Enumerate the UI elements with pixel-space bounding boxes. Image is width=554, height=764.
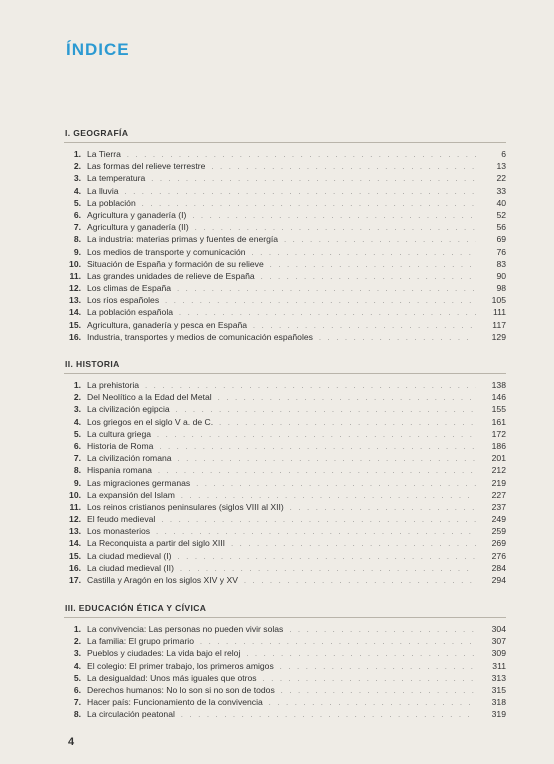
dot-leader [270, 260, 476, 272]
entry-page: 304 [491, 624, 506, 634]
dot-leader [192, 211, 476, 223]
entry-page: 155 [491, 404, 506, 415]
entry-number: 9. [73, 246, 81, 257]
entry-number: 9. [73, 477, 81, 488]
entry-page: 318 [491, 697, 506, 708]
dot-leader [176, 405, 476, 417]
dot-leader [178, 552, 476, 564]
entry-list [64, 623, 506, 721]
dot-leader [159, 442, 476, 454]
page-title: ÍNDICE [66, 40, 130, 59]
entry-title: La circulación peatonal [87, 709, 175, 720]
entry-number: 8. [73, 234, 81, 245]
entry-title: La ciudad medieval (II) [87, 562, 174, 573]
entry-title: La cultura griega [87, 428, 152, 439]
dot-leader [284, 235, 476, 247]
entry-title: Los reinos cristianos peninsulares (siglos VIII al XII) [87, 501, 284, 512]
entry-number: 5. [73, 672, 81, 683]
entry-page: 13 [496, 161, 506, 172]
entry-page: 40 [496, 197, 506, 208]
entry-title: Los medios de transporte y comunicación [87, 246, 246, 257]
entry-title: La población española [87, 307, 174, 318]
toc-entry [64, 391, 506, 403]
section-historia [64, 359, 506, 586]
toc-entry [64, 440, 506, 452]
entry-title: Las grandes unidades de relieve de España [87, 270, 255, 281]
entry-page: 117 [492, 319, 506, 330]
entry-title: Historia de Roma [87, 440, 154, 451]
entry-number: 7. [73, 453, 81, 464]
entry-number: 2. [73, 392, 81, 403]
toc-entry [64, 684, 506, 696]
dot-leader [252, 248, 476, 260]
entry-title: Los climas de España [87, 283, 172, 294]
toc-entry [64, 270, 506, 282]
entry-page: 269 [491, 538, 506, 549]
dot-leader [219, 418, 476, 430]
entry-title: Los ríos españoles [87, 295, 160, 306]
entry-number: 17. [69, 575, 81, 585]
entry-number: 3. [73, 173, 81, 184]
entry-page: 138 [491, 380, 506, 390]
entry-number: 12. [69, 514, 81, 525]
entry-page: 309 [491, 648, 506, 659]
entry-page: 201 [491, 453, 506, 464]
entry-number: 13. [69, 526, 81, 537]
entry-title: La civilización egipcia [87, 404, 170, 415]
toc-entry [64, 160, 506, 172]
entry-page: 276 [491, 550, 506, 561]
entry-number: 1. [73, 380, 81, 390]
section-educacion-etica-civica [64, 603, 506, 721]
entry-number: 2. [73, 161, 81, 172]
entry-title: Del Neolítico a la Edad del Metal [87, 392, 212, 403]
entry-page: 237 [491, 501, 506, 512]
dot-leader [269, 698, 476, 710]
section-geografia [64, 128, 506, 343]
entry-number: 16. [69, 562, 81, 573]
toc-entry [64, 221, 506, 233]
entry-title: El feudo medieval [87, 514, 156, 525]
entry-number: 13. [69, 295, 81, 306]
entry-title: La Tierra [87, 149, 121, 159]
dot-leader [181, 710, 476, 722]
page-number: 4 [68, 736, 75, 748]
toc-entry [64, 294, 506, 306]
entry-page: 69 [496, 234, 506, 245]
entry-number: 10. [69, 489, 81, 500]
entry-number: 2. [73, 636, 81, 647]
entry-page: 313 [491, 672, 506, 683]
dot-leader [157, 430, 476, 442]
entry-title: Agricultura, ganadería y pesca en España [87, 319, 248, 330]
entry-number: 3. [73, 648, 81, 659]
entry-title: Pueblos y ciudades: La vida bajo el reloj [87, 648, 241, 659]
entry-page: 315 [491, 684, 506, 695]
entry-title: Las migraciones germanas [87, 477, 191, 488]
entry-number: 11. [69, 270, 81, 281]
toc-entry [64, 331, 506, 343]
toc-entry [64, 464, 506, 476]
entry-page: 90 [496, 270, 506, 281]
entry-page: 212 [491, 465, 506, 476]
entry-page: 227 [491, 489, 506, 500]
toc-entry [64, 148, 506, 160]
section-heading: I. GEOGRAFÍA [64, 128, 506, 143]
toc-entry [64, 513, 506, 525]
entry-title: La temperatura [87, 173, 146, 184]
entry-number: 4. [73, 660, 81, 671]
entry-list [64, 379, 506, 586]
entry-title: Hispania romana [87, 465, 152, 476]
entry-title: Derechos humanos: No lo son si no son de todos [87, 684, 275, 695]
entry-list [64, 148, 506, 343]
entry-number: 1. [73, 149, 81, 159]
toc-entry [64, 647, 506, 659]
toc-entry [64, 172, 506, 184]
section-heading: III. EDUCACIÓN ÉTICA Y CÍVICA [64, 603, 506, 618]
dot-leader [263, 674, 476, 686]
toc-entry [64, 319, 506, 331]
entry-title: La familia: El grupo primario [87, 636, 194, 647]
entry-title: Industria, transportes y medios de comunicación españoles [87, 331, 313, 342]
entry-number: 15. [69, 319, 81, 330]
toc-entry [64, 696, 506, 708]
entry-number: 8. [73, 465, 81, 476]
toc-entry [64, 477, 506, 489]
entry-page: 219 [491, 477, 506, 488]
toc-entry [64, 672, 506, 684]
entry-number: 1. [73, 624, 81, 634]
entry-title: La expansión del Islam [87, 489, 175, 500]
dot-leader [177, 284, 476, 296]
entry-title: La convivencia: Las personas no pueden vivir solas [87, 624, 284, 634]
entry-number: 7. [73, 222, 81, 233]
entry-number: 16. [69, 331, 81, 342]
section-heading: II. HISTORIA [64, 359, 506, 374]
toc-entry [64, 660, 506, 672]
dot-leader [319, 333, 476, 345]
entry-title: Agricultura y ganadería (I) [87, 209, 187, 220]
entry-page: 111 [492, 307, 506, 318]
entry-number: 3. [73, 404, 81, 415]
entry-number: 4. [73, 416, 81, 427]
entry-number: 4. [73, 185, 81, 196]
dot-leader [280, 662, 476, 674]
entry-page: 105 [491, 295, 506, 306]
dot-leader [231, 539, 476, 551]
entry-page: 129 [491, 331, 506, 342]
entry-title: Los griegos en el siglo V a. de C. [87, 416, 214, 427]
dot-leader [281, 686, 476, 698]
entry-number: 6. [73, 209, 81, 220]
entry-number: 6. [73, 440, 81, 451]
entry-number: 7. [73, 697, 81, 708]
dot-leader [125, 187, 476, 199]
dot-leader [161, 515, 476, 527]
toc-entry [64, 574, 506, 586]
toc-entry [64, 562, 506, 574]
entry-title: Castilla y Aragón en los siglos XIV y XV [87, 575, 238, 585]
toc-entry [64, 258, 506, 270]
dot-leader [158, 466, 476, 478]
entry-number: 12. [69, 283, 81, 294]
entry-title: La Reconquista a partir del siglo XIII [87, 538, 226, 549]
entry-page: 284 [491, 562, 506, 573]
toc-entry [64, 416, 506, 428]
entry-page: 98 [496, 283, 506, 294]
entry-title: La ciudad medieval (I) [87, 550, 172, 561]
dot-leader [151, 174, 476, 186]
toc-entry [64, 197, 506, 209]
entry-title: Los monasterios [87, 526, 151, 537]
entry-page: 307 [491, 636, 506, 647]
toc-entry [64, 428, 506, 440]
entry-title: Situación de España y formación de su relieve [87, 258, 264, 269]
toc-entry [64, 185, 506, 197]
entry-title: La civilización romana [87, 453, 172, 464]
entry-title: La población [87, 197, 136, 208]
toc-entry [64, 537, 506, 549]
entry-page: 161 [491, 416, 506, 427]
entry-page: 294 [491, 575, 506, 585]
entry-page: 76 [496, 246, 506, 257]
dot-leader [142, 199, 476, 211]
entry-page: 33 [496, 185, 506, 196]
toc-entry [64, 306, 506, 318]
entry-page: 56 [496, 222, 506, 233]
entry-page: 319 [491, 709, 506, 720]
entry-page: 22 [496, 173, 506, 184]
entry-number: 10. [69, 258, 81, 269]
dot-leader [211, 162, 476, 174]
entry-title: La lluvia [87, 185, 119, 196]
entry-number: 11. [69, 501, 81, 512]
toc-entry [64, 452, 506, 464]
toc-entry [64, 246, 506, 258]
entry-number: 8. [73, 709, 81, 720]
dot-leader [289, 625, 476, 637]
entry-page: 146 [491, 392, 506, 403]
toc-entry [64, 379, 506, 391]
entry-number: 5. [73, 197, 81, 208]
entry-page: 249 [491, 514, 506, 525]
entry-page: 83 [496, 258, 506, 269]
toc-entry [64, 209, 506, 221]
entry-number: 15. [69, 550, 81, 561]
dot-leader [261, 272, 476, 284]
toc-entry [64, 708, 506, 720]
dot-leader [196, 479, 476, 491]
toc-entry [64, 489, 506, 501]
entry-page: 259 [491, 526, 506, 537]
entry-number: 5. [73, 428, 81, 439]
dot-leader [218, 393, 476, 405]
entry-page: 172 [491, 428, 506, 439]
dot-leader [246, 649, 476, 661]
toc-entry [64, 403, 506, 415]
dot-leader [165, 296, 476, 308]
entry-title: La industria: materias primas y fuentes de energía [87, 234, 279, 245]
entry-page: 311 [492, 660, 506, 671]
entry-title: Las formas del relieve terrestre [87, 161, 206, 172]
dot-leader [290, 503, 476, 515]
entry-page: 186 [491, 440, 506, 451]
dot-leader [178, 454, 476, 466]
toc-entry [64, 282, 506, 294]
entry-number: 6. [73, 684, 81, 695]
entry-title: La prehistoria [87, 380, 140, 390]
toc-entry [64, 525, 506, 537]
entry-page: 52 [496, 209, 506, 220]
entry-page: 6 [501, 149, 506, 159]
toc-entry [64, 623, 506, 635]
entry-number: 14. [69, 538, 81, 549]
dot-leader [200, 637, 476, 649]
entry-number: 14. [69, 307, 81, 318]
toc-entry [64, 233, 506, 245]
entry-title: Hacer país: Funcionamiento de la convivencia [87, 697, 263, 708]
dot-leader [244, 576, 476, 588]
toc-entry [64, 550, 506, 562]
entry-title: El colegio: El primer trabajo, los primeros amigos [87, 660, 274, 671]
entry-title: Agricultura y ganadería (II) [87, 222, 189, 233]
entry-title: La desigualdad: Unos más iguales que otros [87, 672, 257, 683]
toc-entry [64, 635, 506, 647]
